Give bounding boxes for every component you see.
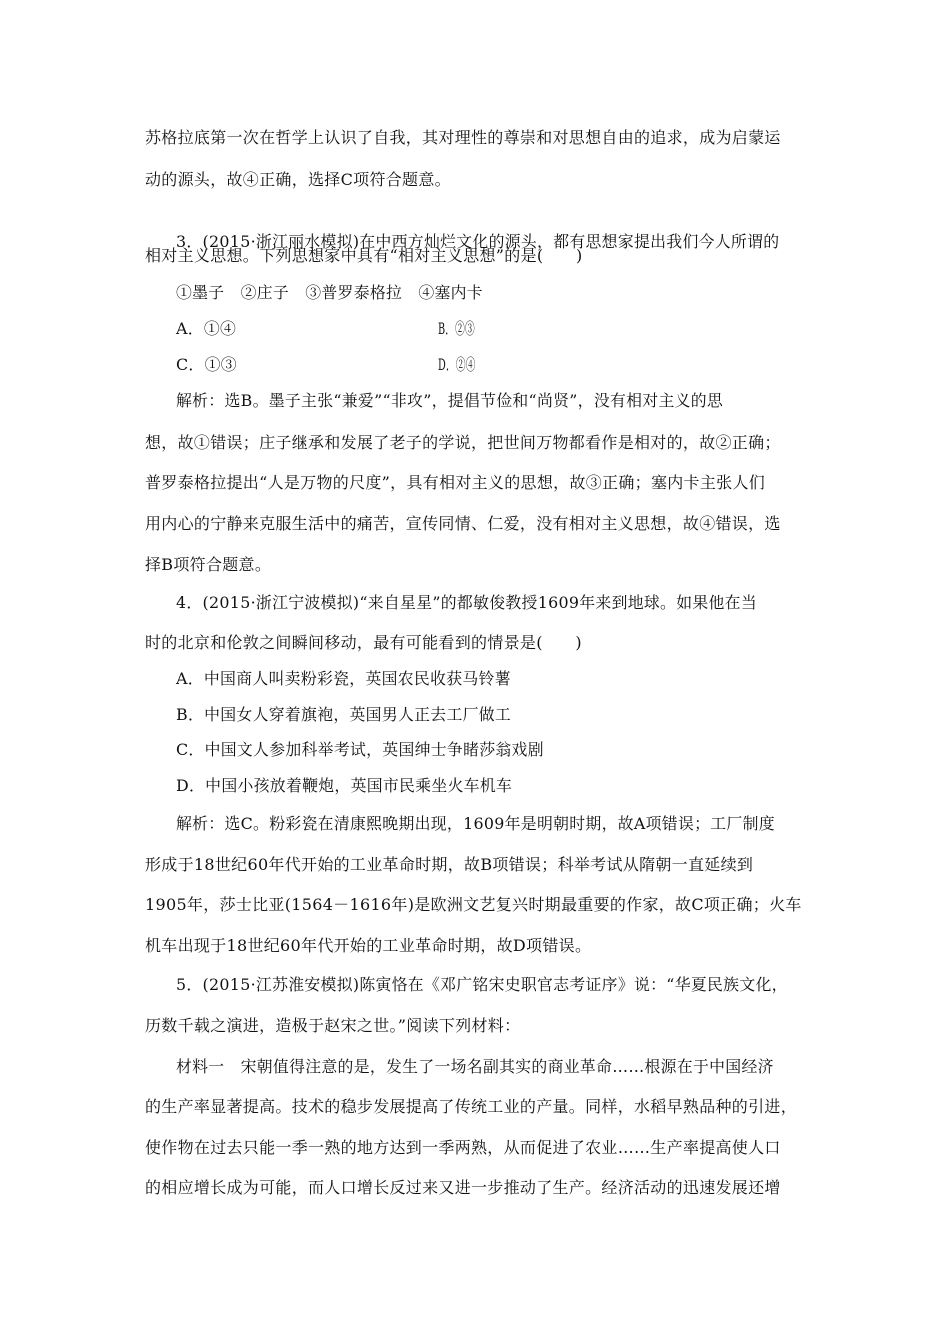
option-b: B．②③	[438, 319, 475, 338]
text-line: 形成于18世纪60年代开始的工业革命时期，故B项错误；科举考试从隋朝一直延续到	[145, 855, 754, 874]
question-5-stem: 5．(2015·江苏淮安模拟)陈寅恪在《邓广铭宋史职官志考证序》说：“华夏民族文化，	[176, 975, 788, 994]
text-line: 历数千载之演进，造极于赵宋之世。”阅读下列材料：	[145, 1016, 521, 1035]
text-line: 使作物在过去只能一季一熟的地方达到一季两熟，从而促进了农业……生产率提高使人口	[145, 1138, 781, 1157]
analysis-3: 解析：选B。墨子主张“兼爱”“非攻”，提倡节俭和“尚贤”，没有相对主义的思	[176, 391, 724, 410]
text-line: 用内心的宁静来克服生活中的痛苦，宣传同情、仁爱，没有相对主义思想，故④错误，选	[145, 514, 781, 533]
option-a: A．中国商人叫卖粉彩瓷，英国农民收获马铃薯	[176, 669, 511, 688]
option-a: A．①④	[176, 319, 237, 338]
material-1: 材料一 宋朝值得注意的是，发生了一场名副其实的商业革命……根源在于中国经济	[176, 1057, 774, 1076]
question-3-items: ①墨子 ②庄子 ③普罗泰格拉 ④塞内卡	[176, 283, 483, 302]
text-line: 苏格拉底第一次在哲学上认识了自我，其对理性的尊崇和对思想自由的追求，成为启蒙运	[145, 128, 781, 147]
text-line: 时的北京和伦敦之间瞬间移动，最有可能看到的情景是( )	[145, 633, 582, 652]
text-line: 的相应增长成为可能，而人口增长反过来又进一步推动了生产。经济活动的迅速发展还增	[145, 1178, 781, 1197]
option-c: C．①③	[176, 355, 237, 374]
text-line: 动的源头，故④正确，选择C项符合题意。	[145, 170, 451, 189]
text-line: 的生产率显著提高。技术的稳步发展提高了传统工业的产量。同样，水稻早熟品种的引进，	[145, 1097, 798, 1116]
text-line: 择B项符合题意。	[145, 555, 272, 574]
text-line: 普罗泰格拉提出“人是万物的尺度”，具有相对主义的思想，故③正确；塞内卡主张人们	[145, 473, 766, 492]
text-line: 机车出现于18世纪60年代开始的工业革命时期，故D项错误。	[145, 936, 592, 955]
option-d: D．中国小孩放着鞭炮，英国市民乘坐火车机车	[176, 776, 513, 795]
text-line: 相对主义思想。下列思想家中具有“相对主义思想”的是( )	[145, 246, 583, 265]
text-line: 想，故①错误；庄子继承和发展了老子的学说，把世间万物都看作是相对的，故②正确；	[145, 433, 781, 452]
question-3-stem: 3．(2015·浙江丽水模拟)在中西方灿烂文化的源头，都有思想家提出我们今人所谓的	[176, 232, 780, 251]
option-b: B．中国女人穿着旗袍，英国男人正去工厂做工	[176, 705, 512, 724]
text-line: 1905年，莎士比亚(1564－1616年)是欧洲文艺复兴时期最重要的作家，故C项正确；火车	[145, 895, 802, 914]
question-4-stem: 4．(2015·浙江宁波模拟)“来自星星”的都敏俊教授1609年来到地球。如果他在当	[176, 593, 757, 612]
option-c: C．中国文人参加科举考试，英国绅士争睹莎翁戏剧	[176, 740, 544, 759]
option-d: D．②④	[438, 355, 476, 374]
analysis-4: 解析：选C。粉彩瓷在清康熙晚期出现，1609年是明朝时期，故A项错误；工厂制度	[176, 814, 775, 833]
